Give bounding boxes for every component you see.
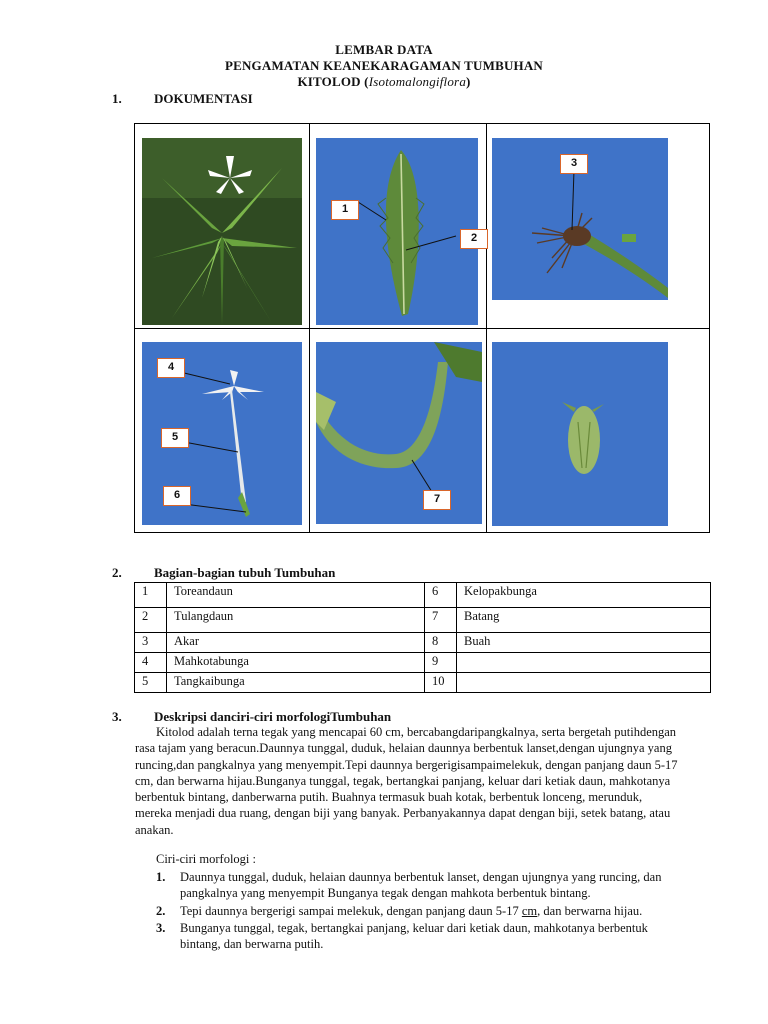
part-name: Toreandaun [167,583,425,608]
ciri-heading: Ciri-ciri morfologi : [156,852,256,866]
section-2-number: 2. [112,565,122,580]
part-name [457,653,711,673]
part-number: 3 [135,633,167,653]
section-3-title: Deskripsi danciri-ciri morfologiTumbuhan [154,709,392,724]
part-name: Mahkotabunga [167,653,425,673]
list-item-text-part: , dan berwarna hijau. [537,903,643,918]
section-3-heading [112,709,391,725]
description-text: Kitolod adalah terna tegak yang mencapai 60 cm, bercabangdaripangkalnya, serta bergetah putihdengan rasa tajam yang beracun.Daunnya tunggal, duduk, helaian daunnya berbentuk lanset,dengan ujungnya yang runcing,dan pangkalnya yang menyempit.Tepi daunnya bergerigisampaimelekuk, dengan panjang daun 5-17 cm, dan berwarna hijau.Bunganya tunggal, tegak, bertangkai panjang, keluar dari ketiak daun, mahkotanya berbentuk bintang, danberwarna putih. Buahnya termasuk buah kotak, berbentuk lonceng, merunduk, mereka menjadi dua ruang, dengan biji yang banyak. Perbanyakannya dapat dengan biji, setek batang, atau anakan. [135,725,678,837]
part-name: Batang [457,608,711,633]
section-2-heading [112,565,335,581]
table-row [135,673,711,693]
list-item-number: 2. [156,903,166,918]
description-paragraph [135,724,680,838]
part-number: 2 [135,608,167,633]
callout-label-4: 4 [157,358,185,378]
part-name: Buah [457,633,711,653]
section-1-number: 1. [112,91,122,106]
parts-table [134,582,711,693]
section-3-number: 3. [112,709,122,724]
photo-whole-plant [142,138,302,325]
doc-title-line1: LEMBAR DATA [335,42,433,57]
table-row [135,583,711,608]
part-number: 5 [135,673,167,693]
callout-label-3: 3 [560,154,588,174]
list-item-text: Bunganya tunggal, tegak, bertangkai panjang, keluar dari ketiak daun, mahkotanya berbentuk bintang, dan berwarna putih. [180,920,648,952]
part-name: Kelopakbunga [457,583,711,608]
table-row [135,633,711,653]
callout-label-7: 7 [423,490,451,510]
list-item-text [180,904,642,918]
section-1-heading [112,91,253,107]
part-number: 1 [135,583,167,608]
callout-label-2: 2 [460,229,488,249]
section-2-title: Bagian-bagian tubuh Tumbuhan [154,565,336,580]
part-name: Tangkaibunga [167,673,425,693]
doc-title-prefix: KITOLOD ( [297,74,369,89]
section-1-title: DOKUMENTASI [154,91,253,106]
part-number: 9 [425,653,457,673]
part-name [457,673,711,693]
photo-leaf [316,138,478,325]
doc-title-line3 [0,74,768,90]
table-row [135,608,711,633]
part-name: Akar [167,633,425,653]
part-number: 4 [135,653,167,673]
photo-documentation-grid [134,123,710,533]
list-item [156,920,686,953]
doc-title-line2: PENGAMATAN KEANEKARAGAMAN TUMBUHAN [224,58,544,73]
callout-label-1: 1 [331,200,359,220]
table-row [135,653,711,673]
list-item-text-underlined: cm [521,903,538,918]
part-number: 8 [425,633,457,653]
part-name: Tulangdaun [167,608,425,633]
list-item-text: Daunnya tunggal, duduk, helaian daunnya berbentuk lanset, dengan ujungnya yang runcing, dan pangkalnya yang menyempit Bunganya tegak dengan mahkota berbentuk bintang. [180,870,662,901]
part-number: 6 [425,583,457,608]
list-item-number: 3. [156,920,166,935]
ciri-list [156,869,686,953]
part-number: 10 [425,673,457,693]
callout-label-5: 5 [161,428,189,448]
list-item [156,869,686,902]
doc-title-suffix: ) [466,74,471,89]
photo-fruit [492,342,668,526]
callout-label-6: 6 [163,486,191,506]
list-item-number: 1. [156,870,166,884]
photo-stem [316,342,482,524]
doc-title-scientific-name: Isotomalongiflora [368,74,467,89]
list-item-text-part: Tepi daunnya bergerigi sampai melekuk, dengan panjang daun 5-17 [180,903,522,918]
list-item [156,903,686,919]
part-number: 7 [425,608,457,633]
